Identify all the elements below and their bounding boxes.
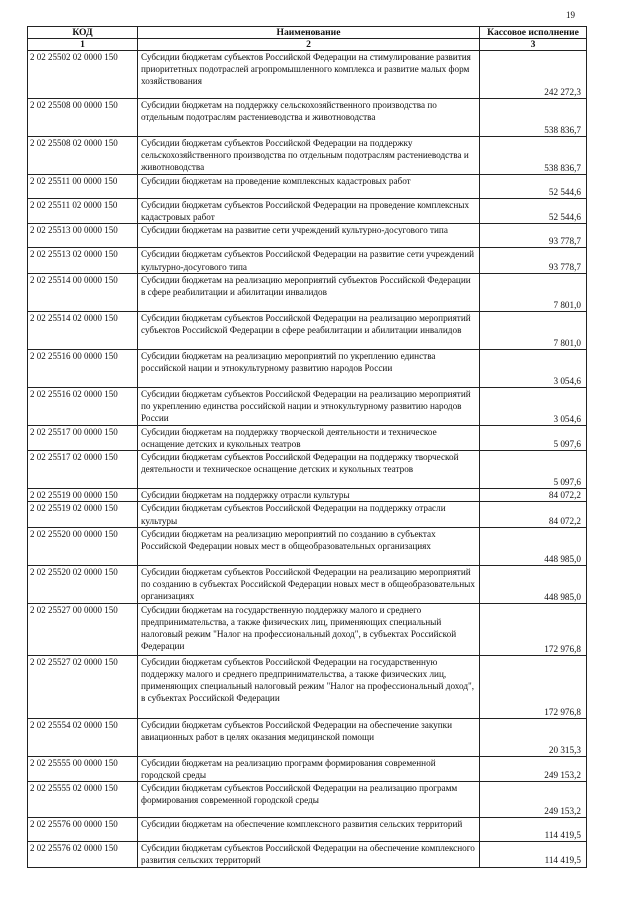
table-row: [28, 756, 587, 781]
name-cell: Субсидии бюджетам субъектов Российской Федерации на развитие сети учреждений культурно-досугового типа: [138, 248, 480, 273]
table-row: [28, 199, 587, 224]
value-cell: 52 544,6: [480, 199, 587, 224]
name-cell: Субсидии бюджетам субъектов Российской Федерации на реализацию мероприятий по созданию в субъектах Российской Федерации новых мест в общеобразовательных организациях: [138, 565, 480, 603]
value-cell: 448 985,0: [480, 527, 587, 565]
value-cell: 5 097,6: [480, 451, 587, 489]
table-row: [28, 311, 587, 349]
code-cell: 2 02 25516 02 0000 150: [28, 387, 138, 425]
code-cell: 2 02 25511 02 0000 150: [28, 199, 138, 224]
name-cell: Субсидии бюджетам на государственную поддержку малого и среднего предпринимательства, а также физических лиц, применяющих специальный налоговый режим "Налог на профессиональный доход", в субъектах Российской Федерации: [138, 603, 480, 655]
name-cell: Субсидии бюджетам субъектов Российской Федерации на реализацию мероприятий субъектов Российской Федерации в сфере реабилитации и абилитации инвалидов: [138, 311, 480, 349]
table-body: [28, 51, 587, 868]
value-cell: 52 544,6: [480, 175, 587, 199]
value-cell: 20 315,3: [480, 718, 587, 756]
budget-table: [27, 26, 587, 868]
name-cell: Субсидии бюджетам на поддержку сельскохозяйственного производства по отдельным подотраслям растениеводства и животноводства: [138, 99, 480, 137]
name-cell: Субсидии бюджетам субъектов Российской Федерации на поддержку отрасли культуры: [138, 502, 480, 527]
name-cell: Субсидии бюджетам на развитие сети учреждений культурно-досугового типа: [138, 224, 480, 248]
code-cell: 2 02 25555 02 0000 150: [28, 782, 138, 818]
code-cell: 2 02 25513 00 0000 150: [28, 224, 138, 248]
value-cell: 7 801,0: [480, 273, 587, 311]
code-cell: 2 02 25502 02 0000 150: [28, 51, 138, 99]
table-row: [28, 782, 587, 818]
code-cell: 2 02 25508 02 0000 150: [28, 137, 138, 175]
name-cell: Субсидии бюджетам субъектов Российской Федерации на реализацию мероприятий по укреплению единства российской нации и этнокультурному развитию народов России: [138, 387, 480, 425]
value-cell: 114 419,5: [480, 818, 587, 842]
name-cell: Субсидии бюджетам на реализацию мероприятий субъектов Российской Федерации в сфере реабилитации и абилитации инвалидов: [138, 273, 480, 311]
value-cell: 3 054,6: [480, 387, 587, 425]
name-cell: Субсидии бюджетам субъектов Российской Федерации на обеспечение комплексного развития сельских территорий: [138, 842, 480, 867]
code-cell: 2 02 25508 00 0000 150: [28, 99, 138, 137]
name-cell: Субсидии бюджетам на обеспечение комплексного развития сельских территорий: [138, 818, 480, 842]
value-cell: 93 778,7: [480, 248, 587, 273]
value-cell: 172 976,8: [480, 655, 587, 718]
value-cell: 3 054,6: [480, 349, 587, 387]
code-cell: 2 02 25576 02 0000 150: [28, 842, 138, 867]
name-cell: Субсидии бюджетам на поддержку творческой деятельности и техническое оснащение детских и кукольных театров: [138, 425, 480, 450]
table-row: [28, 387, 587, 425]
header-code: КОД: [28, 27, 138, 39]
code-cell: 2 02 25520 02 0000 150: [28, 565, 138, 603]
table-row: [28, 818, 587, 842]
table-row: [28, 175, 587, 199]
value-cell: 249 153,2: [480, 782, 587, 818]
table-row: [28, 137, 587, 175]
table-row: [28, 248, 587, 273]
column-number-3: 3: [480, 39, 587, 51]
name-cell: Субсидии бюджетам на поддержку отрасли культуры: [138, 489, 480, 502]
name-cell: Субсидии бюджетам субъектов Российской Федерации на государственную поддержку малого и среднего предпринимательства, а также физических лиц, применяющих специальный налоговый режим "Налог на профессиональный доход", в субъектах Российской Федерации: [138, 655, 480, 718]
value-cell: 84 072,2: [480, 489, 587, 502]
table-row: [28, 718, 587, 756]
name-cell: Субсидии бюджетам на реализацию мероприятий по укреплению единства российской нации и этнокультурному развитию народов России: [138, 349, 480, 387]
code-cell: 2 02 25514 00 0000 150: [28, 273, 138, 311]
table-row: [28, 842, 587, 867]
code-cell: 2 02 25527 02 0000 150: [28, 655, 138, 718]
value-cell: 114 419,5: [480, 842, 587, 867]
value-cell: 242 272,3: [480, 51, 587, 99]
header-value: Кассовое исполнение: [480, 27, 587, 39]
code-cell: 2 02 25527 00 0000 150: [28, 603, 138, 655]
value-cell: 249 153,2: [480, 756, 587, 781]
code-cell: 2 02 25576 00 0000 150: [28, 818, 138, 842]
code-cell: 2 02 25555 00 0000 150: [28, 756, 138, 781]
name-cell: Субсидии бюджетам на реализацию программ формирования современной городской среды: [138, 756, 480, 781]
code-cell: 2 02 25520 00 0000 150: [28, 527, 138, 565]
name-cell: Субсидии бюджетам на реализацию мероприятий по созданию в субъектах Российской Федерации новых мест в общеобразовательных организациях: [138, 527, 480, 565]
value-cell: 7 801,0: [480, 311, 587, 349]
table-row: [28, 349, 587, 387]
value-cell: 448 985,0: [480, 565, 587, 603]
table-row: [28, 603, 587, 655]
name-cell: Субсидии бюджетам на проведение комплексных кадастровых работ: [138, 175, 480, 199]
name-cell: Субсидии бюджетам субъектов Российской Федерации на стимулирование развития приоритетных подотраслей агропромышленного комплекса и развитие малых форм хозяйствования: [138, 51, 480, 99]
table-row: [28, 224, 587, 248]
table-row: [28, 502, 587, 527]
name-cell: Субсидии бюджетам субъектов Российской Федерации на обеспечение закупки авиационных работ в целях оказания медицинской помощи: [138, 718, 480, 756]
value-cell: 93 778,7: [480, 224, 587, 248]
value-cell: 538 836,7: [480, 137, 587, 175]
table-row: [28, 99, 587, 137]
value-cell: 538 836,7: [480, 99, 587, 137]
code-cell: 2 02 25554 02 0000 150: [28, 718, 138, 756]
page-number: 19: [566, 10, 575, 20]
code-cell: 2 02 25511 00 0000 150: [28, 175, 138, 199]
table-row: [28, 565, 587, 603]
value-cell: 5 097,6: [480, 425, 587, 450]
code-cell: 2 02 25517 00 0000 150: [28, 425, 138, 450]
code-cell: 2 02 25514 02 0000 150: [28, 311, 138, 349]
table-row: [28, 273, 587, 311]
table-row: [28, 527, 587, 565]
name-cell: Субсидии бюджетам субъектов Российской Федерации на поддержку творческой деятельности и техническое оснащение детских и кукольных театров: [138, 451, 480, 489]
header-name: Наименование: [138, 27, 480, 39]
table-row: [28, 489, 587, 502]
name-cell: Субсидии бюджетам субъектов Российской Федерации на поддержку сельскохозяйственного производства по отдельным подотраслям растениеводства и животноводства: [138, 137, 480, 175]
value-cell: 172 976,8: [480, 603, 587, 655]
name-cell: Субсидии бюджетам субъектов Российской Федерации на проведение комплексных кадастровых работ: [138, 199, 480, 224]
table-row: [28, 655, 587, 718]
code-cell: 2 02 25516 00 0000 150: [28, 349, 138, 387]
code-cell: 2 02 25513 02 0000 150: [28, 248, 138, 273]
column-number-2: 2: [138, 39, 480, 51]
value-cell: 84 072,2: [480, 502, 587, 527]
table-row: [28, 451, 587, 489]
column-number-1: 1: [28, 39, 138, 51]
code-cell: 2 02 25519 02 0000 150: [28, 502, 138, 527]
code-cell: 2 02 25519 00 0000 150: [28, 489, 138, 502]
code-cell: 2 02 25517 02 0000 150: [28, 451, 138, 489]
table-row: [28, 425, 587, 450]
table-row: [28, 51, 587, 99]
name-cell: Субсидии бюджетам субъектов Российской Федерации на реализацию программ формирования современной городской среды: [138, 782, 480, 818]
